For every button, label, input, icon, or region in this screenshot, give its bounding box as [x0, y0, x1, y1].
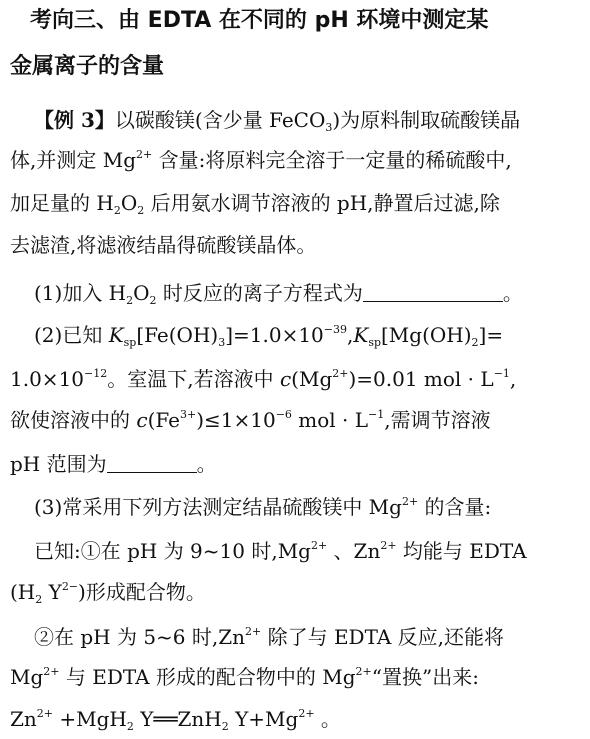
text: 。 [196, 452, 217, 476]
known-condition-2 [34, 622, 504, 652]
text: ,需调节溶液 [384, 408, 491, 432]
text: 。 [314, 707, 341, 731]
superscript: 2+ [310, 539, 328, 552]
text: 以碳酸镁(含少量 FeCO [114, 108, 326, 132]
text: 时反应的离子方程式为 [156, 281, 363, 305]
superscript: 2+ [380, 539, 397, 552]
text: [Fe(OH) [136, 323, 219, 347]
text: (3)常采用下列方法测定结晶硫酸镁中 Mg [34, 495, 402, 519]
text: O [133, 281, 150, 305]
superscript: 2+ [401, 495, 419, 508]
question-2-line-3 [10, 405, 491, 435]
text: Zn [10, 707, 37, 731]
section-heading-text-2: 金属离子的含量 [10, 54, 165, 79]
text: )形成配合物。 [78, 580, 206, 604]
text: ②在 pH 为 5~6 时,Zn [34, 625, 246, 649]
question-1 [34, 278, 523, 308]
ksp-symbol: K [353, 323, 369, 347]
subscript: sp [368, 336, 381, 349]
section-heading-line2 [10, 52, 164, 82]
text: “置换”出来: [371, 665, 479, 689]
text: (Fe [147, 408, 180, 432]
section-heading-text-1: 考向三、由 EDTA 在不同的 pH 环境中测定某 [30, 8, 489, 33]
text: , [347, 323, 354, 347]
example-line-4 [10, 230, 316, 260]
example-line-2 [10, 145, 512, 175]
text: 已知:①在 pH 为 9~10 时,Mg [34, 539, 311, 563]
subscript: 2 [221, 720, 229, 733]
question-2-line-4 [10, 449, 217, 479]
text: mol · L [291, 408, 369, 432]
text: 后用氨水调节溶液的 pH,静置后过滤,除 [144, 191, 500, 215]
superscript: 2− [61, 580, 79, 593]
subscript: 2 [126, 720, 134, 733]
text: 欲使溶液中的 [10, 408, 137, 432]
superscript: −39 [323, 323, 347, 336]
ksp-symbol: K [108, 323, 124, 347]
subscript: 2 [137, 204, 145, 217]
known-condition-1 [34, 536, 527, 566]
text: (1)加入 H [34, 281, 127, 305]
question-3 [34, 492, 491, 522]
text: [Mg(OH) [381, 323, 472, 347]
text: Mg [10, 665, 44, 689]
example-line-1 [34, 105, 520, 135]
text: pH 范围为 [10, 452, 107, 476]
subscript: 3 [218, 336, 226, 349]
text: 。 [502, 281, 523, 305]
text: Y [42, 580, 62, 604]
example-tag-open: 【 [34, 108, 54, 132]
section-heading-line1 [30, 6, 488, 36]
text: 含量:将原料完全溶于一定量的稀硫酸中, [152, 148, 512, 172]
text: O [120, 191, 138, 215]
text: (2)已知 [34, 323, 109, 347]
superscript: 2+ [355, 665, 372, 678]
subscript: 2 [471, 336, 479, 349]
text: 去滤渣,将滤液结晶得硫酸镁晶体。 [10, 233, 317, 257]
superscript: −12 [84, 367, 108, 380]
text: )≤1×10 [196, 408, 276, 432]
text: ]=1.0×10 [225, 323, 324, 347]
text: 。室温下,若溶液中 [107, 367, 280, 391]
answer-blank-2[interactable] [107, 452, 197, 473]
example-tag-label: 例 3 [54, 108, 95, 132]
text: 除了与 EDTA 反应,还能将 [261, 625, 504, 649]
text: 均能与 EDTA [396, 539, 527, 563]
superscript: 2+ [332, 367, 349, 380]
text: 、Zn [327, 539, 381, 563]
superscript: −6 [275, 408, 292, 421]
text: 体,并测定 Mg [10, 148, 136, 172]
superscript: 2+ [298, 707, 315, 720]
text: +MgH [53, 707, 127, 731]
example-line-3 [10, 188, 500, 218]
text: Y+Mg [228, 707, 299, 731]
subscript: 2 [149, 294, 157, 307]
text: 与 EDTA 形成的配合物中的 Mg [59, 665, 356, 689]
superscript: −1 [493, 367, 510, 380]
text: )为原料制取硫酸镁晶 [332, 108, 521, 132]
superscript: 3+ [179, 408, 197, 421]
concentration-symbol: c [136, 408, 148, 432]
concentration-symbol: c [279, 367, 292, 391]
text: )=0.01 mol · L [348, 367, 494, 391]
subscript: sp [123, 336, 137, 349]
subscript: 3 [325, 121, 333, 134]
text: ]= [478, 323, 504, 347]
superscript: −1 [368, 408, 385, 421]
superscript: 2+ [245, 625, 262, 638]
text: , [509, 367, 517, 391]
text: (Mg [291, 367, 333, 391]
example-tag-close: 】 [94, 108, 115, 132]
superscript: 2+ [36, 707, 53, 720]
reaction-equation [10, 704, 341, 734]
subscript: 2 [113, 204, 121, 217]
text: 加足量的 H [10, 191, 114, 215]
superscript: 2+ [136, 148, 153, 161]
text: Y══ZnH [133, 707, 222, 731]
known-condition-2-cont [10, 662, 479, 692]
text: 1.0×10 [10, 367, 85, 391]
subscript: 2 [126, 294, 134, 307]
known-condition-1-cont [10, 577, 206, 607]
subscript: 2 [35, 593, 43, 606]
text: (H [10, 580, 36, 604]
answer-blank-1[interactable] [363, 281, 503, 302]
text: 的含量: [418, 495, 492, 519]
question-2-line-2 [10, 364, 516, 394]
question-2-line-1 [34, 320, 503, 350]
superscript: 2+ [43, 665, 60, 678]
